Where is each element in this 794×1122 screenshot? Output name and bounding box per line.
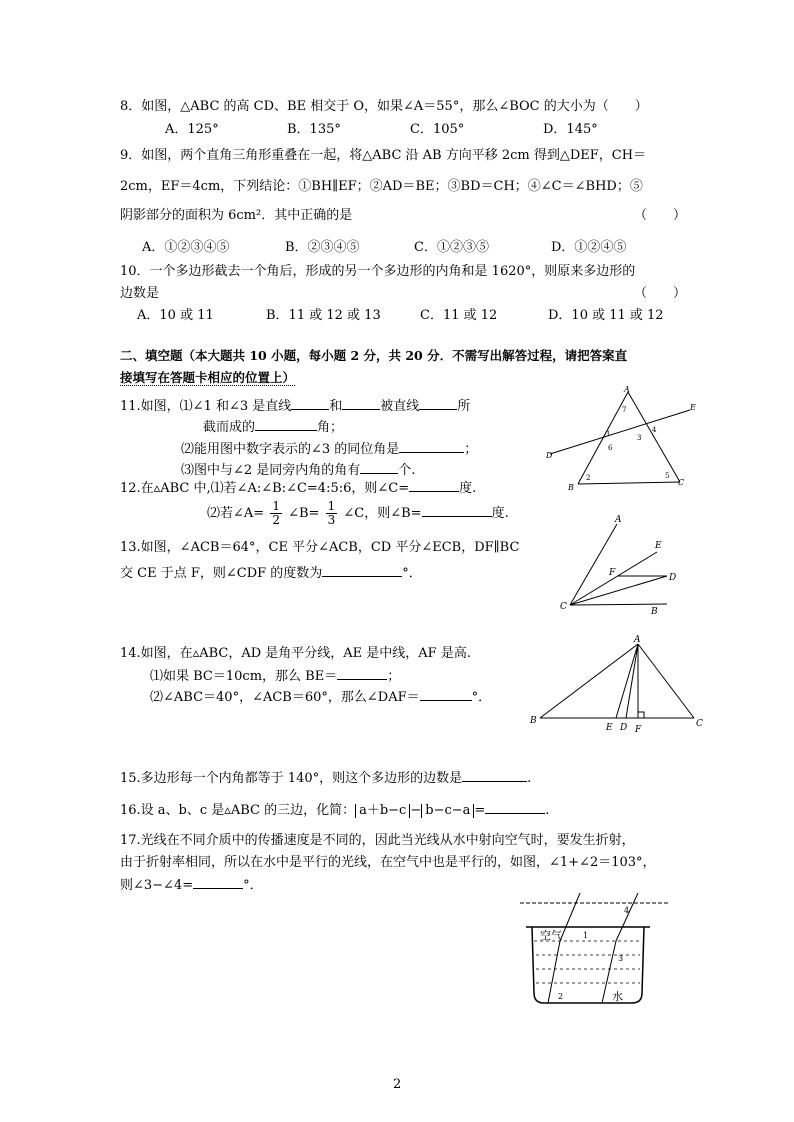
q14-side-ac [638,644,694,718]
q17-ray-1-air [560,893,580,941]
q11-blank-4[interactable] [255,418,317,431]
q14-line2: ⑴如果 BC＝10cm，那么 BE＝ ； [150,669,401,684]
q11-label-c: C [678,478,685,487]
q17-angle-4: 4 [624,906,630,915]
q9-option-d: D．①②④⑤ [551,240,627,255]
q11-line3: ⑵能用图中数字表示的∠3 的同位角是 ； [181,442,478,457]
q16-abs-2: b−c−a [421,804,474,818]
q11-angle-4: 4 [652,426,657,434]
q11-blank-5[interactable] [399,440,464,453]
q11-blank-2[interactable] [342,397,380,410]
q11-line2: 截而成的 角； [203,420,344,435]
q14-label-b: B [530,716,537,726]
q16-line: 16.设 a、b、c 是▵ABC 的三边，化简： a＋b−c − b−c−a = . [120,803,550,818]
q13-label-c: C [560,602,567,612]
q10-option-b: B．11 或 12 或 13 [266,308,381,323]
q17-ray-2-air [616,893,638,941]
q13-label-e: E [655,541,662,551]
section2-heading-line1: 二、填空题（本大题共 10 小题，每小题 2 分，共 20 分．不需写出解答过程，请把答案直 [120,348,628,363]
q10-line2: 边数是 [120,286,160,301]
q13-label-a: A [615,515,622,525]
q12-blank-2[interactable] [422,504,492,517]
q9-line2: 2cm，EF＝4cm，下列结论：①BH∥EF；②AD＝BE；③BD＝CH；④∠C＝∠BHD；⑤ [120,179,643,194]
q13-line2: 交 CE 于点 F，则∠CDF 的度数为 °． [120,566,422,581]
q14-line3: ⑵∠ABC＝40°，∠ACB＝60°，那么∠DAF＝ °． [150,690,492,705]
q14-label-c: C [696,719,703,729]
q10-option-d: D．10 或 11 或 12 [548,308,664,323]
q17-angle-2: 2 [558,992,564,1001]
q13-blank[interactable] [322,564,402,577]
q17-angle-1: 1 [583,931,589,940]
q14-blank-1[interactable] [337,667,387,680]
section2-heading-line2: 接填写在答题卡相应的位置上） [120,370,296,385]
q17-angle-3: 3 [618,954,624,963]
q10-option-c: C．11 或 12 [420,308,498,323]
q15-blank[interactable] [462,769,527,782]
q14-label-f: F [635,725,642,735]
q11-side-ac [628,392,680,482]
q16-blank[interactable] [485,801,545,814]
q10-option-a: A．10 或 11 [137,308,214,323]
q11-label-d: D [546,451,553,460]
q11-line4: ⑶图中与∠2 是同旁内角的角有 个. [181,463,416,478]
q9-option-c: C．①②③⑤ [414,240,489,255]
q14-figure [528,636,708,736]
q8-option-a: A．125° [165,122,219,137]
q17-line1: 17.光线在不同介质中的传播速度是不同的，因此当光线从水中射向空气时，要发生折射， [120,833,635,848]
q11-line-de [550,410,690,454]
q10-answer-paren: （ ） [634,286,687,301]
q12-line2: ⑵若∠A= $\frac{1}{2}$ ∠B= $\frac{1}{3}$ ∠C，则∠B= 度. [207,499,509,528]
q11-label-b: B [568,483,574,492]
q11-angle-5: 5 [665,472,670,480]
page-number: 2 [393,1077,402,1092]
q13-line1: 13.如图，∠ACB＝64°，CE 平分∠ACB，CD 平分∠ECB，DF∥BC [120,540,520,555]
q9-line1: 9．如图，两个直角三角形重叠在一起，将△ABC 沿 AB 方向平移 2cm 得到△DEF，CH＝ [120,148,647,163]
q8-stem: 8．如图，△ABC 的高 CD、BE 相交于 O，如果∠A＝55°，那么∠BOC 的大小为（ ） [120,99,648,114]
q12-line1: 12.在▵ABC 中,⑴若∠A:∠B:∠C=4:5:6，则∠C= 度. [120,481,477,496]
q13-ray-ce [570,552,657,605]
q8-option-d: D．145° [543,122,598,137]
q14-label-a: A [634,635,641,645]
q14-bisector-ad [626,644,638,718]
q11-blank-6[interactable] [360,461,398,474]
q8-option-b: B．135° [287,122,341,137]
q13-label-b: B [651,607,658,617]
q17-label-air: 空气 [540,929,562,942]
q11-angle-1: 1 [606,430,611,438]
q9-option-a: A．①②③④⑤ [142,240,230,255]
q17-figure [520,893,670,1013]
q17-label-water: 水 [612,990,623,1003]
q14-blank-2[interactable] [420,688,472,701]
q14-median-ae [616,644,638,718]
q11-blank-3[interactable] [419,397,457,410]
q14-label-e: E [606,723,613,733]
q12-fraction-third: $\frac{1}{3}$ [327,499,336,528]
q9-line3: 阴影部分的面积为 6cm²．其中正确的是 [120,208,353,223]
q8-option-c: C．105° [410,122,465,137]
q11-side-ab [578,392,628,484]
q15-line: 15.多边形每一个内角都等于 140°，则这个多边形的边数是 . [120,771,532,786]
q11-side-bc [578,482,680,484]
q12-fraction-half: $\frac{1}{2}$ [272,499,280,528]
q17-line2: 由于折射率相同，所以在水中是平行的光线，在空气中也是平行的，如图，∠1+∠2＝103°， [120,855,656,870]
q11-label-a: A [624,385,630,394]
q13-label-f: F [609,568,616,578]
q13-figure [555,510,685,618]
q12-blank-1[interactable] [409,479,459,492]
q17-blank[interactable] [193,876,243,889]
q14-side-ab [540,644,638,718]
q16-abs-1: a＋b−c [355,804,410,818]
q17-line3: 则∠3−∠4= °． [120,878,263,893]
q11-angle-7: 7 [622,406,627,414]
q11-angle-2: 2 [586,474,591,482]
q10-line1: 10．一个多边形截去一个角后，形成的另一个多边形的内角和是 1620°，则原来多边形的 [120,264,636,279]
q11-figure [540,384,700,494]
q9-option-b: B．②③④⑤ [285,240,360,255]
q13-ray-cb [570,604,667,605]
q9-answer-paren: （ ） [634,208,687,223]
q11-line1: 11.如图，⑴∠1 和∠3 是直线 和 被直线 所 [120,399,471,414]
q11-angle-6: 6 [608,444,613,452]
q13-label-d: D [669,573,677,583]
q11-blank-1[interactable] [291,397,329,410]
q14-label-d: D [620,723,628,733]
q11-label-e: E [690,403,696,412]
q14-line1: 14.如图，在▵ABC，AD 是角平分线，AE 是中线，AF 是高. [120,646,471,661]
q11-angle-3: 3 [637,434,642,442]
q14-right-angle-mark [638,712,644,718]
